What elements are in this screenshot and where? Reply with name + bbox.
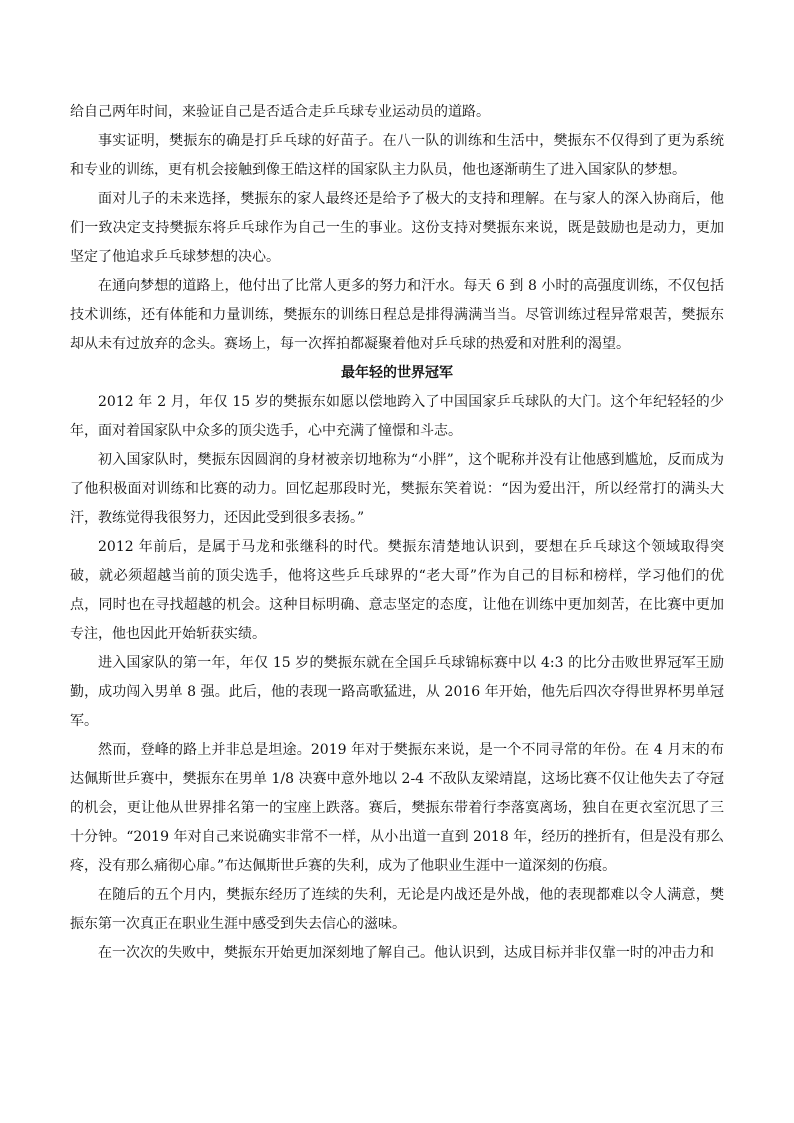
paragraph: 在通向梦想的道路上，他付出了比常人更多的努力和汗水。每天 6 到 8 小时的高强度训练，不仅包括技术训练，还有体能和力量训练，樊振东的训练日程总是排得满满当当。尽管训练过程异常艰苦，樊振东却从未有过放弃的念头。赛场上，每一次挥拍都凝聚着他对乒乓球的热爱和对胜利的渴望。	[70, 278, 724, 352]
paragraph: 2012 年前后，是属于马龙和张继科的时代。樊振东清楚地认识到，要想在乒乓球这个领域取得突破，就必须超越当前的顶尖选手，他将这些乒乓球界的“老大哥”作为自己的目标和榜样，学习他们的优点，同时也在寻找超越的机会。这种目标明确、意志坚定的态度，让他在训练中更加刻苦，在比赛中更加专注，他也因此开始斩获实绩。	[70, 539, 724, 642]
paragraph: 在随后的五个月内，樊振东经历了连续的失利，无论是内战还是外战，他的表现都难以令人满意，樊振东第一次真正在职业生涯中感受到失去信心的滋味。	[70, 887, 724, 932]
paragraph-truncated: 在一次次的失败中，樊振东开始更加深刻地了解自己。他认识到，达成目标并非仅靠一时的冲击力和	[98, 945, 714, 961]
paragraph-continuation: 给自己两年时间，来验证自己是否适合走乒乓球专业运动员的道路。	[70, 104, 490, 120]
document-page	[70, 98, 724, 968]
section-heading: 最年轻的世界冠军	[341, 365, 453, 381]
paragraph: 然而，登峰的路上并非总是坦途。2019 年对于樊振东来说，是一个不同寻常的年份。在 4 月末的布达佩斯世乒赛中，樊振东在男单 1/8 决赛中意外地以 2-4 不敌队友梁靖崑，这场比赛不仅让他失去了夺冠的机会，更让他从世界排名第一的宝座上跌落。赛后，樊振东带着行李落寞离场，独自在更衣室沉思了三十分钟。“2019 年对自己来说确实非常不一样，从小出道一直到 2018 年，经历的挫折有，但是没有那么疼，没有那么痛彻心扉。”布达佩斯世乒赛的失利，成为了他职业生涯中一道深刻的伤痕。	[70, 742, 724, 874]
paragraph: 进入国家队的第一年，年仅 15 岁的樊振东就在全国乒乓球锦标赛中以 4:3 的比分击败世界冠军王励勤，成功闯入男单 8 强。此后，他的表现一路高歌猛进，从 2016 年开始，他先后四次夺得世界杯男单冠军。	[70, 655, 724, 729]
paragraph: 2012 年 2 月，年仅 15 岁的樊振东如愿以偿地跨入了中国国家乒乓球队的大门。这个年纪轻轻的少年，面对着国家队中众多的顶尖选手，心中充满了憧憬和斗志。	[70, 394, 724, 439]
paragraph: 初入国家队时，樊振东因圆润的身材被亲切地称为“小胖”，这个昵称并没有让他感到尴尬，反而成为了他积极面对训练和比赛的动力。回忆起那段时光，樊振东笑着说：“因为爱出汗，所以经常打的满头大汗，教练觉得我很努力，还因此受到很多表扬。”	[70, 452, 724, 526]
paragraph: 面对儿子的未来选择，樊振东的家人最终还是给予了极大的支持和理解。在与家人的深入协商后，他们一致决定支持樊振东将乒乓球作为自己一生的事业。这份支持对樊振东来说，既是鼓励也是动力，更加坚定了他追求乒乓球梦想的决心。	[70, 191, 724, 265]
paragraph: 事实证明，樊振东的确是打乒乓球的好苗子。在八一队的训练和生活中，樊振东不仅得到了更为系统和专业的训练，更有机会接触到像王皓这样的国家队主力队员，他也逐渐萌生了进入国家队的梦想。	[70, 133, 724, 178]
